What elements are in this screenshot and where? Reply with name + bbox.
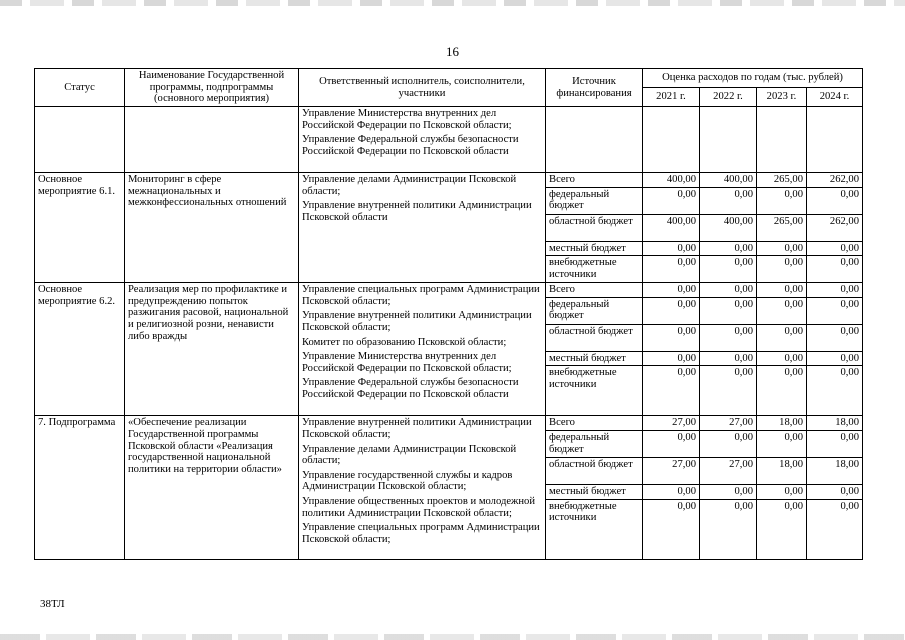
- page-number: 16: [446, 44, 459, 59]
- cell-value: 0,00: [807, 324, 863, 351]
- cell-value: 400,00: [700, 214, 757, 241]
- header-source: Источник финансирования: [546, 69, 643, 107]
- cell-source: внебюджетные источники: [546, 366, 643, 416]
- header-status: Статус: [35, 69, 125, 107]
- cell-value: 18,00: [757, 416, 807, 431]
- cell-value: 400,00: [643, 173, 700, 188]
- cell-executors: [299, 107, 546, 173]
- executor-item: Управление специальных программ Администрации Псковской области;: [302, 522, 540, 545]
- cell-value: 0,00: [643, 324, 700, 351]
- header-executor: Ответственный исполнитель, соисполнители, участники: [299, 69, 546, 107]
- header-costs: Оценка расходов по годам (тыс. рублей): [643, 69, 863, 88]
- executor-item: Управление Федеральной службы безопасности Российской Федерации по Псковской области: [302, 134, 519, 157]
- cell-source: внебюджетные источники: [546, 499, 643, 559]
- cell-status: 7. Подпрограмма: [35, 416, 125, 559]
- cell-value: 0,00: [757, 283, 807, 298]
- cell-source: местный бюджет: [546, 351, 643, 366]
- header-year: 2021 г.: [643, 88, 700, 107]
- cell-value: 400,00: [700, 173, 757, 188]
- cell-value: 0,00: [700, 324, 757, 351]
- cell-value: 0,00: [700, 484, 757, 499]
- cell-source: Всего: [546, 283, 643, 298]
- cell-value: 265,00: [757, 214, 807, 241]
- cell-source: местный бюджет: [546, 241, 643, 256]
- cell-value: 0,00: [807, 366, 863, 416]
- table-row-continuation: [35, 107, 863, 173]
- scan-artifact-top: [0, 0, 905, 6]
- executor-item: Управление внутренней политики Администрации Псковской области: [302, 200, 532, 223]
- cell-name: «Обеспечение реализации Государственной программы Псковской области «Реализация государственной национальной политики на территории области»: [125, 416, 299, 559]
- cell-name: [125, 107, 299, 173]
- cell-name: Реализация мер по профилактике и предупреждению попыток разжигания расовой, национальной и религиозной розни, ненависти либо вражды: [125, 283, 299, 416]
- cell-source: областной бюджет: [546, 457, 643, 484]
- cell-value: 0,00: [643, 499, 700, 559]
- cell-value: 0,00: [700, 283, 757, 298]
- cell-value: 0,00: [700, 187, 757, 214]
- cell-value: 0,00: [643, 187, 700, 214]
- cell-source: [546, 107, 643, 173]
- cell-value: 18,00: [807, 457, 863, 484]
- cell-status: [35, 107, 125, 173]
- cell-value: 0,00: [757, 484, 807, 499]
- cell-source: областной бюджет: [546, 324, 643, 351]
- cell-source: Всего: [546, 416, 643, 431]
- header-name: Наименование Государственной программы, подпрограммы (основного мероприятия): [125, 69, 299, 107]
- header-year: 2023 г.: [757, 88, 807, 107]
- header-year: 2024 г.: [807, 88, 863, 107]
- cell-value: 0,00: [700, 430, 757, 457]
- cell-value: 0,00: [643, 297, 700, 324]
- cell-value: 0,00: [807, 187, 863, 214]
- cell-value: 0,00: [757, 297, 807, 324]
- table-row: [35, 173, 863, 188]
- cell-status: Основное мероприятие 6.2.: [35, 283, 125, 416]
- executor-item: Управление Министерства внутренних дел Российской Федерации по Псковской области;: [302, 351, 512, 374]
- cell-value: 0,00: [757, 256, 807, 283]
- cell-value: 0,00: [757, 430, 807, 457]
- cell-source: федеральный бюджет: [546, 297, 643, 324]
- cell-value: 0,00: [757, 324, 807, 351]
- cell-value: 0,00: [643, 241, 700, 256]
- scan-artifact-bottom: [0, 634, 905, 640]
- cell-source: местный бюджет: [546, 484, 643, 499]
- cell-value: 27,00: [700, 416, 757, 431]
- cell-value: 0,00: [700, 366, 757, 416]
- cell-value: 0,00: [700, 351, 757, 366]
- executor-item: Комитет по образованию Псковской области;: [302, 336, 507, 348]
- cell-value: [807, 107, 863, 173]
- cell-value: 0,00: [807, 351, 863, 366]
- executor-item: Управление делами Администрации Псковской области;: [302, 174, 517, 197]
- cell-value: 0,00: [700, 256, 757, 283]
- executor-item: Управление специальных программ Администрации Псковской области;: [302, 284, 540, 307]
- cell-value: 0,00: [757, 187, 807, 214]
- executor-item: Управление Министерства внутренних дел Российской Федерации по Псковской области;: [302, 108, 512, 131]
- cell-value: 0,00: [807, 297, 863, 324]
- cell-value: 0,00: [757, 351, 807, 366]
- cell-value: 18,00: [757, 457, 807, 484]
- cell-value: 0,00: [757, 241, 807, 256]
- cell-value: 0,00: [643, 351, 700, 366]
- cell-value: 0,00: [757, 499, 807, 559]
- cell-source: Всего: [546, 173, 643, 188]
- cell-value: 0,00: [700, 297, 757, 324]
- cell-value: 400,00: [643, 214, 700, 241]
- table-row: [35, 283, 863, 298]
- cell-executors: [299, 283, 546, 416]
- cell-value: 0,00: [700, 241, 757, 256]
- executor-item: Управление внутренней политики Администрации Псковской области;: [302, 310, 532, 333]
- cell-value: 18,00: [807, 416, 863, 431]
- cell-value: 0,00: [757, 366, 807, 416]
- cell-source: внебюджетные источники: [546, 256, 643, 283]
- cell-value: 0,00: [643, 430, 700, 457]
- header-year: 2022 г.: [700, 88, 757, 107]
- cell-value: 0,00: [643, 484, 700, 499]
- cell-value: 0,00: [643, 283, 700, 298]
- cell-value: 262,00: [807, 173, 863, 188]
- cell-source: областной бюджет: [546, 214, 643, 241]
- executor-item: Управление общественных проектов и молодежной политики Администрации Псковской области;: [302, 495, 536, 519]
- table-row: [35, 416, 863, 431]
- executor-item: Управление внутренней политики Администрации Псковской области;: [302, 417, 532, 440]
- executor-item: Управление государственной службы и кадров Администрации Псковской области;: [302, 469, 513, 493]
- cell-name: Мониторинг в сфере межнациональных и межконфессиональных отношений: [125, 173, 299, 283]
- cell-value: 0,00: [807, 283, 863, 298]
- cell-value: 27,00: [700, 457, 757, 484]
- cell-executors: [299, 416, 546, 559]
- budget-table: [34, 68, 863, 560]
- cell-value: [643, 107, 700, 173]
- cell-value: 265,00: [757, 173, 807, 188]
- cell-value: 0,00: [807, 256, 863, 283]
- executor-item: Управление делами Администрации Псковской области;: [302, 443, 517, 467]
- cell-value: 0,00: [643, 366, 700, 416]
- cell-value: 0,00: [807, 499, 863, 559]
- cell-value: 0,00: [643, 256, 700, 283]
- cell-value: 0,00: [807, 241, 863, 256]
- cell-value: 0,00: [700, 499, 757, 559]
- cell-executors: [299, 173, 546, 283]
- cell-status: Основное мероприятие 6.1.: [35, 173, 125, 283]
- cell-value: 0,00: [807, 430, 863, 457]
- cell-value: 27,00: [643, 416, 700, 431]
- cell-source: федеральный бюджет: [546, 430, 643, 457]
- cell-value: [757, 107, 807, 173]
- cell-value: [700, 107, 757, 173]
- cell-value: 0,00: [807, 484, 863, 499]
- cell-value: 262,00: [807, 214, 863, 241]
- footer-code: 38ТЛ: [40, 598, 65, 610]
- cell-value: 27,00: [643, 457, 700, 484]
- executor-item: Управление Федеральной службы безопасности Российской Федерации по Псковской области: [302, 377, 519, 400]
- cell-source: федеральный бюджет: [546, 187, 643, 214]
